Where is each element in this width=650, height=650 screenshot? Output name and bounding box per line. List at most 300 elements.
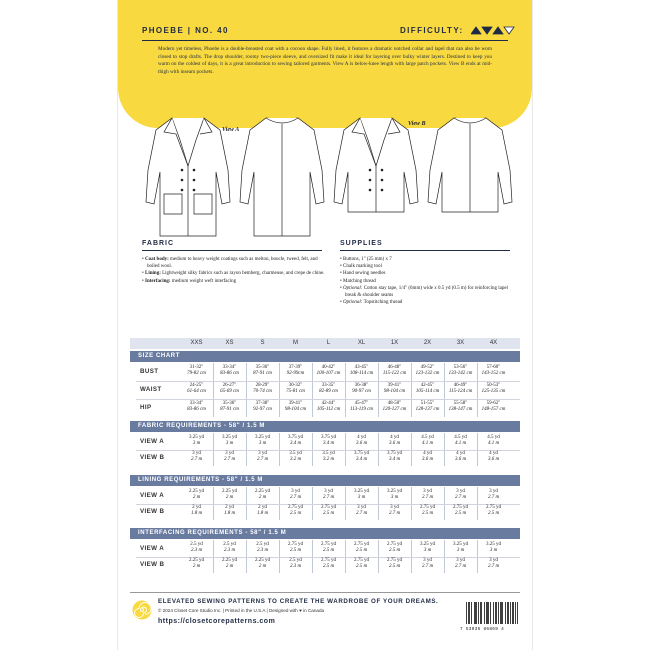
cell-imperial: 4 yd [390, 435, 399, 440]
difficulty-rating [400, 26, 515, 35]
cell-metric: 115-124 cm [448, 389, 473, 394]
table-cell [477, 542, 510, 554]
cell-metric: 1.8 m [223, 511, 236, 516]
cell-metric: 3 m [390, 495, 399, 500]
cell-metric: 3.4 m [322, 441, 335, 446]
barcode-bar [474, 602, 475, 624]
barcode-bar [501, 602, 502, 624]
table-cell [246, 558, 279, 570]
cell-imperial: 37-38" [255, 401, 270, 406]
cell-metric: 2 m [225, 495, 234, 500]
table-cell [411, 542, 444, 554]
barcode-bar [487, 602, 488, 624]
cell-imperial: 2.25 yd [189, 489, 204, 494]
barcode-bar [510, 602, 511, 624]
cell-imperial: 3.25 yd [486, 542, 501, 547]
cell-imperial: 53-56" [453, 365, 468, 370]
footer-tagline: ELEVATED SEWING PATTERNS TO CREATE THE WARDROBE OF YOUR DREAMS. [158, 598, 439, 605]
cell-imperial: 3.75 yd [288, 435, 303, 440]
cell-imperial: 48-50" [387, 401, 402, 406]
table-row-label: VIEW A [140, 438, 165, 445]
barcode-bar [486, 602, 487, 624]
size-header-cell: 4X [489, 340, 498, 346]
table-cell [477, 451, 510, 463]
table-cell [279, 451, 312, 463]
table-cell [246, 365, 279, 377]
cell-imperial: 33-34" [189, 401, 204, 406]
table-cell [378, 505, 411, 517]
cell-imperial: 3 yd [192, 451, 201, 456]
cell-metric: 2.5 m [355, 548, 368, 553]
table-cell [312, 435, 345, 447]
cell-imperial: 2.75 yd [354, 542, 369, 547]
barcode-bar [505, 602, 506, 624]
table-cell [180, 401, 213, 413]
cell-imperial: 40-42" [321, 365, 336, 370]
cell-metric: 4.1 m [421, 441, 434, 446]
cell-metric: 2.7 m [487, 564, 500, 569]
cell-imperial: 55-58" [453, 401, 468, 406]
table-cell [345, 489, 378, 501]
cell-imperial: 24-25" [189, 383, 204, 388]
cell-imperial: 3 yd [390, 505, 399, 510]
table-cell [345, 401, 378, 413]
cell-imperial: 39-41" [387, 383, 402, 388]
difficulty-label: DIFFICULTY: [400, 26, 464, 35]
table-cell [444, 383, 477, 395]
cell-imperial: 2.75 yd [387, 558, 402, 563]
cell-imperial: 3.5 yd [322, 451, 335, 456]
table-cell [378, 558, 411, 570]
cell-metric: 2.7 m [388, 511, 401, 516]
cell-imperial: 42-45" [420, 383, 435, 388]
cell-metric: 4.1 m [487, 441, 500, 446]
cell-imperial: 2.75 yd [420, 505, 435, 510]
fabric-item: • Interfacing: medium weight weft interfacing [142, 278, 328, 285]
interfacing_req-title-bar: INTERFACING REQUIREMENTS - 58" / 1.5 M [130, 528, 520, 539]
barcode-bar [493, 602, 494, 624]
cell-metric: 70-74 cm [253, 389, 272, 394]
table-cell [444, 558, 477, 570]
barcode-bar [496, 602, 497, 624]
cell-metric: 87-91 cm [220, 407, 239, 412]
cell-metric: 115-122 cm [382, 371, 407, 376]
table-cell [477, 505, 510, 517]
cell-metric: 108-114 cm [349, 371, 374, 376]
table-cell [477, 383, 510, 395]
cell-imperial: 2.25 yd [255, 489, 270, 494]
cell-imperial: 3.5 yd [289, 451, 302, 456]
footer-website-link[interactable]: https://closetcorepatterns.com [158, 618, 276, 625]
table-cell [477, 401, 510, 413]
cell-imperial: 3.25 yd [387, 489, 402, 494]
cell-metric: 3.6 m [487, 457, 500, 462]
table-cell [444, 365, 477, 377]
table-cell [378, 451, 411, 463]
cell-metric: 133-142 cm [448, 371, 473, 376]
lining_req-title-bar: LINING REQUIREMENTS - 58" / 1.5 M [130, 475, 520, 486]
barcode-bar [513, 602, 514, 624]
supplies-item: • Chalk marking tool [340, 263, 516, 270]
cell-metric: 3 m [192, 441, 201, 446]
cell-metric: 3.6 m [421, 457, 434, 462]
header-divider [142, 40, 508, 41]
cell-imperial: 50-53" [486, 383, 501, 388]
view-b-label: View B [408, 121, 426, 127]
cell-imperial: 46-48" [387, 365, 402, 370]
barcode-bar [480, 602, 481, 624]
cell-metric: 120-127 cm [382, 407, 407, 412]
fabric-heading: FABRIC [142, 240, 175, 247]
table-row-label: VIEW B [140, 508, 165, 515]
table-cell [312, 542, 345, 554]
cell-imperial: 3 yd [225, 451, 234, 456]
table-cell [180, 451, 213, 463]
table-cell [444, 401, 477, 413]
cell-imperial: 3.25 yd [354, 489, 369, 494]
fabric-item: • Lining: Lightweight silky fabrics such as rayon bemberg, charmeuse, and crepe de chine. [142, 270, 328, 277]
table-cell [345, 365, 378, 377]
pattern-envelope-back [118, 0, 532, 650]
cell-metric: 2.5 m [289, 511, 302, 516]
pattern-description: Modern yet timeless, Phoebe is a double-breasted coat with a cocoon shape. Fully lined, it features a dramatic notched collar and lapel that can also be worn closed to stop drafts. The drop shoulder, roomy two-piece sleeve, and oversized fit make it ideal for layering over bulky winter layers. Destined to keep you warm on the coldest of days, it is a great introduction to sewing tailored garments. View A is below-knee length with large patch pockets. View B ends at mid-thigh with inseam pockets. [158, 46, 492, 75]
fabric-item: • Coat body: medium to heavy weight coatings such as melton, boucle, tweed, felt, and boiled wool. [142, 256, 328, 270]
table-cell [444, 435, 477, 447]
size-header-cell: XXS [190, 340, 203, 346]
cell-metric: 3 m [225, 441, 234, 446]
table-cell [279, 435, 312, 447]
table-row-label: VIEW B [140, 561, 165, 568]
difficulty-filled-triangle [493, 27, 503, 34]
cell-imperial: 36-38" [354, 383, 369, 388]
pattern-title: PHOEBE | NO. 40 [142, 26, 229, 35]
cell-metric: 83-86 cm [220, 371, 239, 376]
cell-imperial: 2.75 yd [387, 542, 402, 547]
table-cell [180, 558, 213, 570]
table-cell [180, 505, 213, 517]
cell-metric: 90-97 cm [352, 389, 371, 394]
supplies-item: • Optional: Cotton stay tape, 1/4" (6mm) wide x 0.5 yd (0.5 m) for reinforcing lapel break & shoulder seams [340, 285, 516, 299]
cell-metric: 105-114 cm [415, 389, 440, 394]
cell-imperial: 2.5 yd [289, 558, 302, 563]
barcode-number: 7 53035 86869 4 [460, 627, 505, 632]
cell-metric: 2.3 m [289, 564, 302, 569]
barcode-bar [495, 602, 496, 624]
barcode-bar [481, 602, 482, 624]
difficulty-filled-triangle [471, 27, 481, 34]
barcode-bar [502, 602, 503, 624]
cell-metric: 4.1 m [454, 441, 467, 446]
barcode-bar [484, 602, 485, 624]
cell-imperial: 42-44" [321, 401, 336, 406]
cell-imperial: 57-60" [486, 365, 501, 370]
table-row-divider [136, 381, 520, 382]
cell-metric: 2.5 m [487, 511, 500, 516]
table-cell [477, 365, 510, 377]
difficulty-triangles-icon [471, 26, 515, 35]
table-cell [411, 383, 444, 395]
table-cell [180, 383, 213, 395]
cell-imperial: 3 yd [456, 489, 465, 494]
view-a-back-illustration [236, 110, 328, 242]
cell-metric: 3 m [423, 548, 432, 553]
table-cell [246, 435, 279, 447]
barcode-bar [471, 602, 472, 624]
cell-metric: 92-99cm [286, 371, 305, 376]
table-cell [279, 542, 312, 554]
table-cell [378, 401, 411, 413]
table-cell [246, 401, 279, 413]
table-cell [378, 542, 411, 554]
cell-metric: 128-137 cm [415, 407, 440, 412]
table-cell [312, 451, 345, 463]
cell-imperial: 2.75 yd [321, 558, 336, 563]
cell-metric: 1.8 m [256, 511, 269, 516]
barcode-bar [469, 602, 470, 624]
cell-metric: 143-152 cm [481, 371, 506, 376]
cell-imperial: 31-32" [189, 365, 204, 370]
table-cell [477, 558, 510, 570]
supplies-divider [340, 250, 510, 251]
cell-metric: 2.5 m [289, 548, 302, 553]
cell-metric: 3.4 m [388, 457, 401, 462]
cell-metric: 2.7 m [289, 495, 302, 500]
cell-imperial: 59-62" [486, 401, 501, 406]
table-cell [378, 365, 411, 377]
cell-imperial: 2.75 yd [486, 505, 501, 510]
cell-imperial: 3.75 yd [387, 451, 402, 456]
cell-imperial: 51-55" [420, 401, 435, 406]
cell-imperial: 37-39" [288, 365, 303, 370]
cell-metric: 2 m [192, 495, 201, 500]
cell-imperial: 3 yd [489, 489, 498, 494]
cell-metric: 3 m [357, 495, 366, 500]
cell-metric: 3.2 m [289, 457, 302, 462]
cell-imperial: 3.75 yd [321, 435, 336, 440]
cell-metric: 2.7 m [421, 564, 434, 569]
cell-metric: 2 m [258, 564, 267, 569]
cell-imperial: 3 yd [423, 558, 432, 563]
cell-imperial: 4 yd [357, 435, 366, 440]
table-row-label: WAIST [140, 386, 162, 393]
size-header-cell: M [293, 340, 298, 346]
cell-imperial: 4 yd [456, 451, 465, 456]
cell-metric: 2.5 m [355, 564, 368, 569]
barcode-bar [517, 602, 518, 624]
cell-metric: 2.7 m [454, 564, 467, 569]
table-cell [180, 365, 213, 377]
cell-metric: 105-112 cm [316, 407, 341, 412]
table-cell [279, 558, 312, 570]
table-cell [213, 383, 246, 395]
cell-metric: 2.7 m [421, 495, 434, 500]
view-b-back-illustration [424, 110, 516, 222]
cell-metric: 2.5 m [421, 511, 434, 516]
table-cell [345, 542, 378, 554]
table-cell [213, 489, 246, 501]
table-cell [411, 451, 444, 463]
table-cell [345, 505, 378, 517]
table-cell [444, 451, 477, 463]
table-cell [444, 489, 477, 501]
barcode-bar [515, 602, 516, 624]
table-cell [312, 558, 345, 570]
cell-metric: 1.8 m [190, 511, 203, 516]
table-cell [213, 451, 246, 463]
table-cell [477, 435, 510, 447]
barcode-bar [512, 602, 513, 624]
cell-imperial: 3 yd [258, 451, 267, 456]
size-header-cell: XS [225, 340, 234, 346]
cell-imperial: 3.25 yd [255, 435, 270, 440]
table-cell [411, 558, 444, 570]
size-header-cell: L [326, 340, 331, 346]
cell-imperial: 26-27" [222, 383, 237, 388]
cell-imperial: 2 yd [258, 505, 267, 510]
cell-metric: 2 m [258, 495, 267, 500]
cell-metric: 3.6 m [388, 441, 401, 446]
cell-imperial: 2.75 yd [321, 542, 336, 547]
table-cell [312, 489, 345, 501]
cell-imperial: 33-34" [222, 365, 237, 370]
cell-metric: 61-64 cm [187, 389, 206, 394]
cell-metric: 79-82 cm [187, 371, 206, 376]
table-cell [444, 505, 477, 517]
footer-divider [130, 592, 520, 593]
cell-imperial: 2.75 yd [288, 542, 303, 547]
table-cell [213, 365, 246, 377]
cell-imperial: 45-47" [354, 401, 369, 406]
cell-metric: 2.7 m [223, 457, 236, 462]
table-row-label: VIEW A [140, 545, 165, 552]
table-row-label: VIEW A [140, 492, 165, 499]
cell-metric: 3 m [258, 441, 267, 446]
cell-metric: 2.3 m [256, 548, 269, 553]
table-cell [411, 489, 444, 501]
size_chart-title-bar: SIZE CHART [130, 351, 520, 362]
cell-imperial: 2 yd [192, 505, 201, 510]
fabric-list [142, 256, 328, 285]
cell-imperial: 2.25 yd [255, 558, 270, 563]
table-cell [411, 401, 444, 413]
cell-metric: 2.7 m [454, 495, 467, 500]
table-cell [246, 383, 279, 395]
barcode-bar [490, 602, 491, 624]
cell-metric: 2.7 m [355, 511, 368, 516]
barcode-bar [478, 602, 479, 624]
size-header-cell: 3X [456, 340, 465, 346]
cell-imperial: 3 yd [456, 558, 465, 563]
cell-imperial: 2.75 yd [288, 505, 303, 510]
cell-imperial: 2.25 yd [189, 558, 204, 563]
fabric_req-title-bar: FABRIC REQUIREMENTS - 58" / 1.5 M [130, 421, 520, 432]
view-a-front-illustration [142, 110, 234, 242]
table-cell [345, 451, 378, 463]
cell-imperial: 3.25 yd [222, 435, 237, 440]
cell-imperial: 4 yd [423, 451, 432, 456]
cell-imperial: 2 yd [225, 505, 234, 510]
cell-imperial: 4 yd [489, 451, 498, 456]
cell-metric: 2.3 m [190, 548, 203, 553]
supplies-item: • Optional: Topstitching thread [340, 299, 516, 306]
cell-imperial: 3 yd [324, 489, 333, 494]
cell-metric: 3.6 m [355, 441, 368, 446]
barcode-bar [488, 602, 489, 624]
cell-imperial: 43-45" [354, 365, 369, 370]
cell-metric: 123-132 cm [415, 371, 440, 376]
table-cell [246, 542, 279, 554]
cell-metric: 2.5 m [322, 564, 335, 569]
supplies-item: • Buttons, 1" (25 mm) x 7 [340, 256, 516, 263]
cell-metric: 3.2 m [322, 457, 335, 462]
cell-metric: 2.7 m [256, 457, 269, 462]
cell-metric: 3.6 m [454, 457, 467, 462]
fabric-divider [142, 250, 322, 251]
cell-imperial: 3 yd [423, 489, 432, 494]
cell-imperial: 3.25 yd [189, 435, 204, 440]
cell-metric: 138-147 cm [448, 407, 473, 412]
cell-metric: 3.4 m [355, 457, 368, 462]
cell-imperial: 28-29" [255, 383, 270, 388]
barcode-icon [466, 602, 518, 626]
size-header-cell: 2X [423, 340, 432, 346]
table-cell [180, 435, 213, 447]
barcode-bar [498, 602, 499, 624]
cell-imperial: 3.25 yd [453, 542, 468, 547]
cell-imperial: 4.5 yd [487, 435, 500, 440]
cell-imperial: 2.75 yd [453, 505, 468, 510]
table-cell [411, 505, 444, 517]
cell-metric: 98-104 cm [284, 407, 307, 412]
table-row-label: VIEW B [140, 454, 165, 461]
cell-metric: 2 m [225, 564, 234, 569]
table-cell [213, 505, 246, 517]
table-row-label: HIP [140, 404, 152, 411]
cell-metric: 2 m [192, 564, 201, 569]
cell-imperial: 46-49" [453, 383, 468, 388]
cell-imperial: 30-32" [288, 383, 303, 388]
table-row-label: BUST [140, 368, 159, 375]
table-cell [279, 505, 312, 517]
cell-metric: 92-97 cm [253, 407, 272, 412]
closet-core-logo-icon [132, 600, 152, 620]
cell-metric: 2.5 m [322, 548, 335, 553]
cell-imperial: 2.25 yd [222, 489, 237, 494]
table-cell [279, 383, 312, 395]
cell-imperial: 39-41" [288, 401, 303, 406]
cell-imperial: 4.5 yd [421, 435, 434, 440]
table-cell [213, 435, 246, 447]
table-cell [213, 542, 246, 554]
cell-imperial: 2.5 yd [190, 542, 203, 547]
barcode-bar [475, 602, 476, 624]
cell-metric: 125-135 cm [481, 389, 506, 394]
cell-imperial: 3.25 yd [420, 542, 435, 547]
footer-copyright: © 2024 Closet Core Studio Inc. | Printed in the U.S.A | Designed with ♥ in Canada [158, 608, 325, 613]
cell-imperial: 3.75 yd [354, 451, 369, 456]
supplies-item: • Matching thread [340, 278, 516, 285]
difficulty-empty-triangle [504, 27, 514, 34]
table-cell [411, 435, 444, 447]
table-cell [411, 365, 444, 377]
table-cell [279, 489, 312, 501]
cell-metric: 2.5 m [388, 564, 401, 569]
table-cell [213, 401, 246, 413]
cell-metric: 3.4 m [289, 441, 302, 446]
cell-metric: 2.5 m [454, 511, 467, 516]
table-cell [345, 435, 378, 447]
barcode-bar [508, 602, 509, 624]
